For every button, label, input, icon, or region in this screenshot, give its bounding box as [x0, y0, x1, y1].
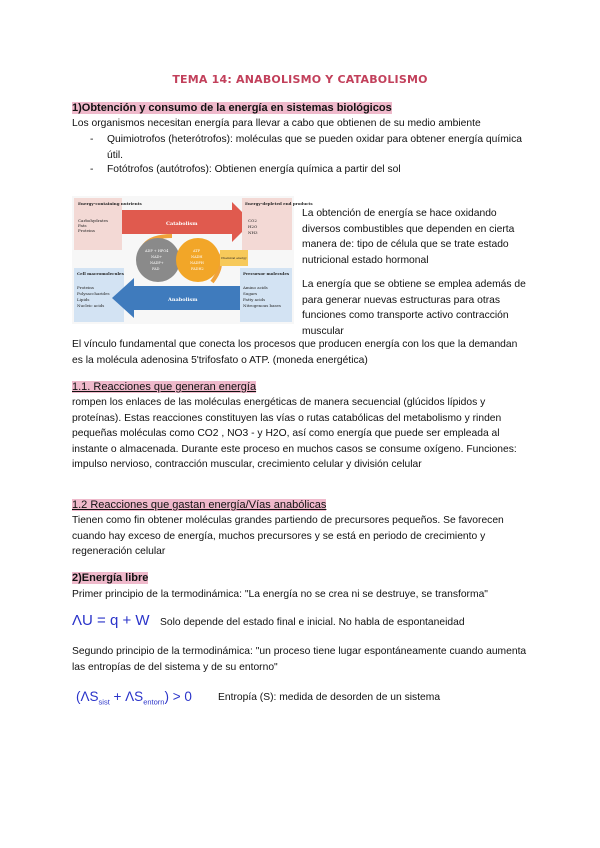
atp-label: FADH2	[191, 267, 204, 271]
diagram-text-1: La obtención de energía se hace oxidando diversos combustibles que dependen en cierta manera de: tipo de célula que se trate estado nutricional estado hormonal	[302, 208, 515, 266]
adp-label: NADP+	[150, 261, 164, 265]
section-1-heading: 1)Obtención y consumo de la energía en sistemas biológicos	[72, 102, 392, 114]
section-2-heading: 2)Energía libre	[72, 572, 149, 584]
adp-label: ADP + HPO4	[145, 249, 169, 253]
anabolism-label: Anabolism	[168, 297, 198, 303]
catabolism-label: Catabolism	[166, 221, 198, 227]
atp-label: NADH	[191, 255, 203, 259]
list-item: - Quimiotrofos (heterótrofos): moléculas que se pueden oxidar para obtener energía química útil.	[90, 134, 522, 161]
formula-2-note: Entropía (S): medida de desorden de un sistema	[218, 692, 441, 703]
chem-energy-label: Chemical energy	[221, 256, 247, 260]
section-1-1-text: rompen los enlaces de las moléculas energéticas de manera secuencial (glúcidos lípidos y proteínas). Estas reacciones constituyen las vías o rutas catabólicas del metabolismo y rinden pequeñas moléculas como CO2 , NO3 - y H2O, así como energía que puede ser empleada al instante o almacenada. Durante este proceso en muchos casos se consume oxígeno. Funciones: impulso nervioso, contracción muscular, crecimiento celular y división celular	[72, 397, 517, 470]
section-1-intro: Los organismos necesitan energía para llevar a cabo que obtienen de su medio ambiente	[72, 118, 481, 129]
tl-item: Proteins	[78, 228, 95, 233]
section-1-1-heading: 1.1. Reacciones que generan energía	[72, 381, 257, 393]
tr-title: Energy-depleted end products	[245, 201, 313, 206]
tr-item: H2O	[248, 224, 258, 229]
bl-item: Proteins	[77, 285, 94, 290]
internal-energy-formula: ΛU = q + W	[72, 612, 150, 629]
diagram-text-2: La energía que se obtiene se emplea además de para generar nuevas estructuras para otras funciones como transporte activo contracción muscular	[302, 279, 526, 337]
br-item: Sugars	[243, 291, 258, 296]
atp-label: ATP	[193, 249, 201, 253]
tr-item: NH3	[248, 230, 258, 235]
metabolism-diagram	[72, 196, 313, 324]
atp-circle	[176, 238, 220, 282]
br-title: Precursor molecules	[243, 271, 290, 276]
br-item: Amino acids	[243, 285, 268, 290]
section-1-2-heading: 1.2 Reacciones que gastan energía/Vías anabólicas	[72, 499, 327, 511]
section-1-2-text: Tienen como fin obtener moléculas grandes partiendo de precursores pequeños. Se favorecen cuando hay exceso de energía, muchos precursores y se está en periodo de crecimiento y regeneración celular	[72, 515, 504, 557]
list-item: - Fotótrofos (autótrofos): Obtienen energía química a partir del sol	[90, 164, 401, 175]
br-item: Fatty acids	[243, 297, 266, 302]
entropy-formula: $(\Lambda S_{sist} + \Lambda S_{entorn}) > 0$	[76, 689, 192, 707]
tl-item: Carbohydrates	[78, 218, 109, 223]
tl-item: Fats	[78, 223, 87, 228]
formula-1-note: Solo depende del estado final e inicial. No habla de espontaneidad	[160, 617, 465, 628]
adp-circle	[136, 238, 180, 282]
atp-label: NADPH	[190, 261, 204, 265]
atp-paragraph: El vínculo fundamental que conecta los procesos que producen energía con los que la demandan es la molécula adenosina 5'trifosfato o ATP. (moneda energética)	[72, 339, 518, 366]
bl-item: Polysaccharides	[77, 291, 110, 296]
bl-item: Lipids	[77, 297, 90, 302]
br-item: Nitrogenous bases	[243, 303, 281, 308]
document-title: TEMA 14: ANABOLISMO Y CATABOLISMO	[172, 73, 428, 86]
bl-title: Cell macromolecules	[77, 271, 124, 276]
bl-item: Nucleic acids	[77, 303, 105, 308]
second-law: Segundo principio de la termodinámica: "un proceso tiene lugar espontáneamente cuando aumenta las entropías de del sistema y de su entorno"	[72, 646, 527, 673]
adp-label: FAD	[152, 267, 160, 271]
tr-item: CO2	[248, 218, 257, 223]
tl-title: Energy-containing nutrients	[78, 201, 142, 206]
first-law: Primer principio de la termodinámica: "La energía no se crea ni se destruye, se transforma"	[72, 589, 488, 600]
adp-label: NAD+	[151, 255, 163, 259]
